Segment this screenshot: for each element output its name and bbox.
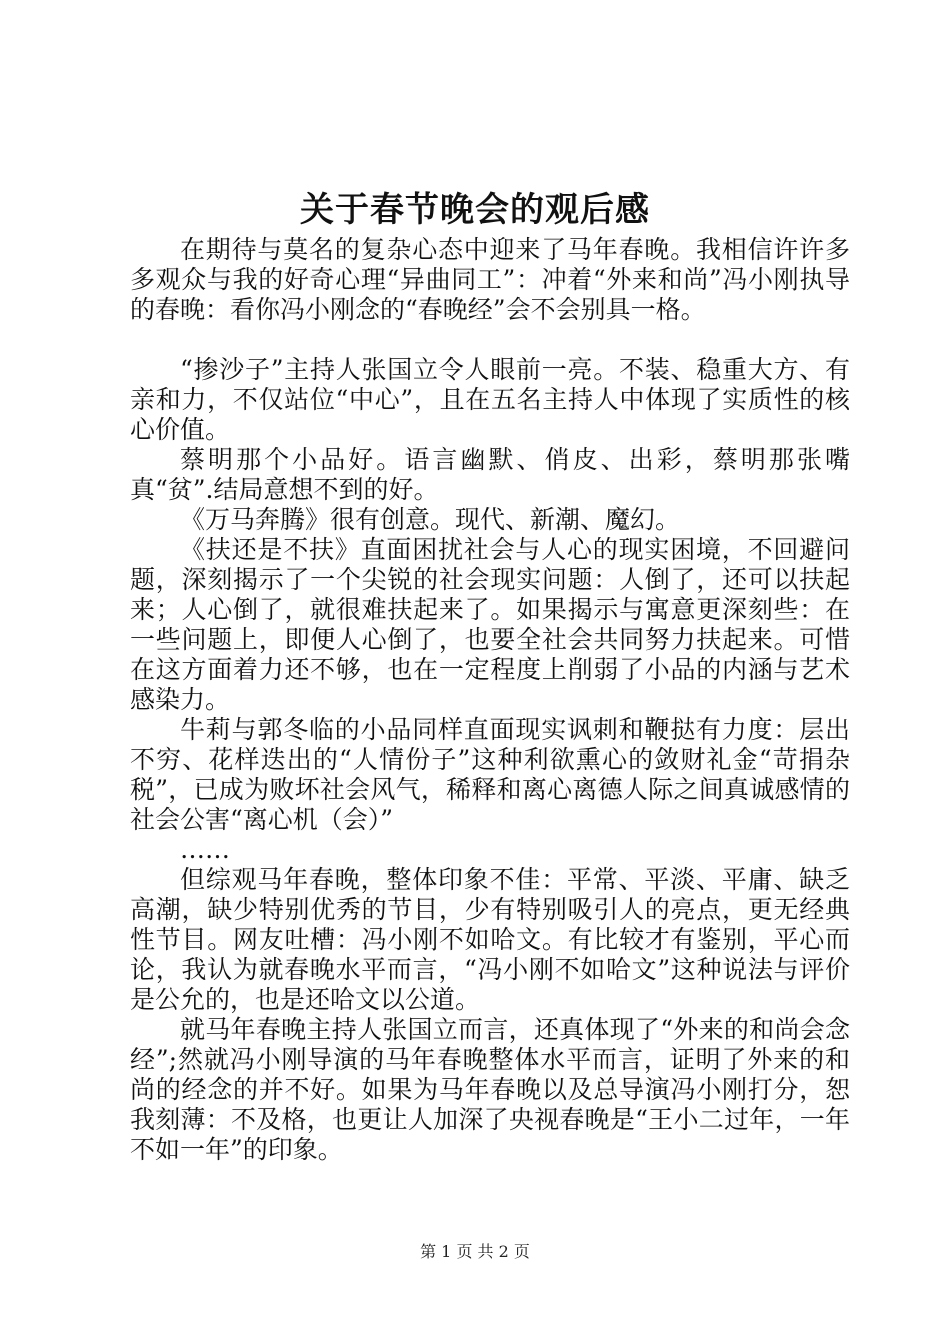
paragraph-host: “掺沙子”主持人张国立令人眼前一亮。不装、稳重大方、有亲和力，不仅站位“中心”，且在五名主持人中体现了实质性的核心价值。: [130, 355, 850, 444]
document-body: [130, 235, 850, 1165]
paragraph-fu: 《扶还是不扶》直面困扰社会与人心的现实困境，不回避问题，深刻揭示了一个尖锐的社会现实问题：人倒了，还可以扶起来；人心倒了，就很难扶起来了。如果揭示与寓意更深刻些：在一些问题上，即便人心倒了，也要全社会共同努力扶起来。可惜在这方面着力还不够，也在一定程度上削弱了小品的内涵与艺术感染力。: [130, 535, 850, 714]
document-title: 关于春节晚会的观后感: [300, 190, 650, 230]
paragraph-wanma: 《万马奔腾》很有创意。现代、新潮、魔幻。: [180, 505, 681, 534]
paragraph-overall: 但综观马年春晚，整体印象不佳：平常、平淡、平庸、缺乏高潮，缺少特别优秀的节目，少有特别吸引人的亮点，更无经典性节目。网友吐槽：冯小刚不如哈文。有比较才有鉴别，平心而论，我认为就春晚水平而言，“冯小刚不如哈文”这种说法与评价是公允的，也是还哈文以公道。: [130, 865, 850, 1014]
paragraph-niuli: 牛莉与郭冬临的小品同样直面现实讽刺和鞭挞有力度：层出不穷、花样迭出的“人情份子”这种利欲熏心的敛财礼金“苛捐杂税”，已成为败坏社会风气，稀释和离心离德人际之间真诚感情的社会公害“离心机（会）”: [130, 715, 850, 834]
paragraph-conclusion: 就马年春晚主持人张国立而言，还真体现了“外来的和尚会念经”;然就冯小刚导演的马年春晚整体水平而言，证明了外来的和尚的经念的并不好。如果为马年春晚以及总导演冯小刚打分，恕我刻薄：不及格，也更让人加深了央视春晚是“王小二过年，一年不如一年”的印象。: [130, 1015, 850, 1164]
paragraph-caiming: 蔡明那个小品好。语言幽默、俏皮、出彩，蔡明那张嘴真“贫”.结局意想不到的好。: [130, 445, 850, 504]
paragraph-intro: 在期待与莫名的复杂心态中迎来了马年春晚。我相信许许多多观众与我的好奇心理“异曲同工”：冲着“外来和尚”冯小刚执导的春晚：看你冯小刚念的“春晚经”会不会别具一格。: [130, 235, 850, 324]
page-number-footer: 第 1 页 共 2 页: [420, 1242, 530, 1261]
paragraph-ellipsis: ……: [180, 835, 230, 864]
